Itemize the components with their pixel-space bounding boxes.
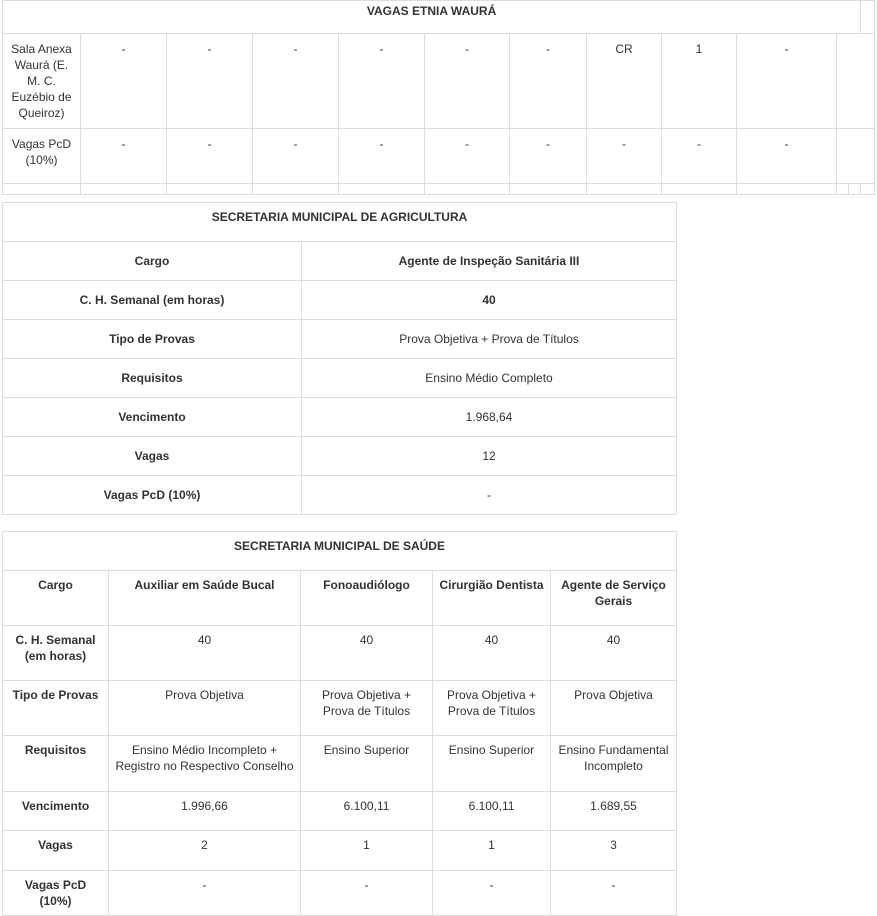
row-label: Tipo de Provas bbox=[3, 320, 302, 359]
row-label: Vagas PcD (10%) bbox=[3, 871, 109, 916]
table-cell: - bbox=[253, 129, 339, 184]
table-cell: 40 bbox=[301, 626, 433, 681]
table-cell: - bbox=[433, 871, 551, 916]
row-label: Vagas PcD (10%) bbox=[3, 129, 81, 184]
row-label: Vencimento bbox=[3, 792, 109, 831]
table-cell: 1.996,66 bbox=[109, 792, 301, 831]
table-waura bbox=[2, 0, 875, 195]
row-label: Vencimento bbox=[3, 398, 302, 437]
table-cell: CR bbox=[587, 34, 662, 129]
table-cell: - bbox=[339, 34, 425, 129]
row-label: Vagas PcD (10%) bbox=[3, 476, 302, 515]
row-label: Tipo de Provas bbox=[3, 681, 109, 736]
row-label: Cargo bbox=[3, 242, 302, 281]
table-cell: Agente de Inspeção Sanitária III bbox=[302, 242, 677, 281]
row-label: Cargo bbox=[3, 571, 109, 626]
table-cell: Ensino Superior bbox=[301, 736, 433, 792]
table-cell: 40 bbox=[109, 626, 301, 681]
table-title: SECRETARIA MUNICIPAL DE SAÚDE bbox=[3, 532, 677, 571]
table-saude bbox=[2, 531, 677, 916]
table-cell: Ensino Médio Completo bbox=[302, 359, 677, 398]
table-cell: - bbox=[81, 34, 167, 129]
table-cell: - bbox=[510, 34, 587, 129]
table-cell: - bbox=[587, 129, 662, 184]
table-title: SECRETARIA MUNICIPAL DE AGRICULTURA bbox=[3, 203, 677, 242]
table-cell: 12 bbox=[302, 437, 677, 476]
row-label: Requisitos bbox=[3, 736, 109, 792]
row-label: Sala Anexa Waurá (E. M. C. Euzébio de Queiroz) bbox=[3, 34, 81, 129]
table-cell: Prova Objetiva + Prova de Títulos bbox=[433, 681, 551, 736]
column-header: Cirurgião Dentista bbox=[433, 571, 551, 626]
table-cell: - bbox=[510, 129, 587, 184]
table-cell: Ensino Fundamental Incompleto bbox=[551, 736, 677, 792]
row-label: Vagas bbox=[3, 831, 109, 871]
column-header: Agente de Serviço Gerais bbox=[551, 571, 677, 626]
table-cell: 1 bbox=[662, 34, 737, 129]
row-label: C. H. Semanal (em horas) bbox=[3, 281, 302, 320]
table-cell: Ensino Superior bbox=[433, 736, 551, 792]
table-cell: - bbox=[425, 34, 510, 129]
table-cell: 6.100,11 bbox=[433, 792, 551, 831]
table-cell: Ensino Médio Incompleto + Registro no Respectivo Conselho bbox=[109, 736, 301, 792]
table-cell: - bbox=[339, 129, 425, 184]
column-header: Auxiliar em Saúde Bucal bbox=[109, 571, 301, 626]
table-agricultura bbox=[2, 202, 677, 515]
table-cell: - bbox=[253, 34, 339, 129]
table-title: VAGAS ETNIA WAURÁ bbox=[3, 1, 861, 34]
table-cell: - bbox=[302, 476, 677, 515]
table-cell: 40 bbox=[433, 626, 551, 681]
table-cell: 3 bbox=[551, 831, 677, 871]
table-cell: 1.968,64 bbox=[302, 398, 677, 437]
table-cell: - bbox=[167, 129, 253, 184]
table-cell: - bbox=[551, 871, 677, 916]
table-cell: - bbox=[737, 129, 837, 184]
table-cell: - bbox=[662, 129, 737, 184]
table-cell: 6.100,11 bbox=[301, 792, 433, 831]
row-label: C. H. Semanal (em horas) bbox=[3, 626, 109, 681]
table-cell: Prova Objetiva + Prova de Títulos bbox=[301, 681, 433, 736]
table-cell: 40 bbox=[302, 281, 677, 320]
table-cell: - bbox=[109, 871, 301, 916]
table-cell: - bbox=[737, 34, 837, 129]
row-label: Requisitos bbox=[3, 359, 302, 398]
table-cell: 1 bbox=[301, 831, 433, 871]
table-cell: - bbox=[301, 871, 433, 916]
table-cell: - bbox=[167, 34, 253, 129]
table-cell: - bbox=[81, 129, 167, 184]
table-cell: 1.689,55 bbox=[551, 792, 677, 831]
table-cell: 40 bbox=[551, 626, 677, 681]
table-cell: 2 bbox=[109, 831, 301, 871]
row-label: Vagas bbox=[3, 437, 302, 476]
table-cell: Prova Objetiva + Prova de Títulos bbox=[302, 320, 677, 359]
table-cell: 1 bbox=[433, 831, 551, 871]
table-cell: Prova Objetiva bbox=[551, 681, 677, 736]
column-header: Fonoaudiólogo bbox=[301, 571, 433, 626]
table-cell: Prova Objetiva bbox=[109, 681, 301, 736]
table-cell: - bbox=[425, 129, 510, 184]
